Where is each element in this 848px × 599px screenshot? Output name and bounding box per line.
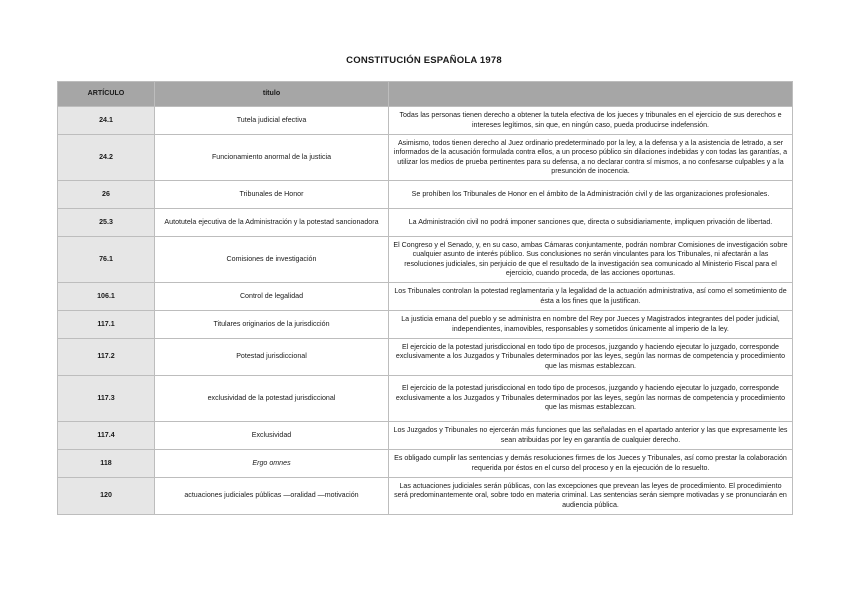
article-number: 117.4 bbox=[58, 422, 155, 450]
article-number: 25.3 bbox=[58, 209, 155, 237]
article-title: Funcionamiento anormal de la justicia bbox=[155, 135, 389, 181]
article-title: Exclusividad bbox=[155, 422, 389, 450]
article-text: La justicia emana del pueblo y se administra en nombre del Rey por Jueces y Magistrados integrantes del poder judicial, independientes, inamovibles, responsables y sometidos únicamente al imperio de la ley. bbox=[389, 311, 793, 339]
article-title: exclusividad de la potestad jurisdiccional bbox=[155, 376, 389, 422]
article-text: Es obligado cumplir las sentencias y demás resoluciones firmes de los Jueces y Tribunales, así como prestar la colaboración requerida por éstos en el curso del proceso y en la ejecución de lo resuelto. bbox=[389, 450, 793, 478]
article-text: Se prohíben los Tribunales de Honor en el ámbito de la Administración civil y de las organizaciones profesionales. bbox=[389, 181, 793, 209]
article-text: El Congreso y el Senado, y, en su caso, ambas Cámaras conjuntamente, podrán nombrar Comisiones de investigación sobre cualquier asunto de interés público. Sus conclusiones no serán vinculantes para los Tribunales, ni afectarán a las resoluciones judiciales, sin perjuicio de que el resultado de la investigación sea comunicado al Ministerio Fiscal para el ejercicio, cuando proceda, de las acciones oportunas. bbox=[389, 237, 793, 283]
article-text: Todas las personas tienen derecho a obtener la tutela efectiva de los jueces y tribunales en el ejercicio de sus derechos e intereses legítimos, sin que, en ningún caso, pueda producirse indefensión. bbox=[389, 107, 793, 135]
header-titulo: título bbox=[155, 82, 389, 107]
table-row bbox=[58, 283, 793, 311]
article-number: 24.1 bbox=[58, 107, 155, 135]
article-text: El ejercicio de la potestad jurisdiccional en todo tipo de procesos, juzgando y haciendo ejecutar lo juzgado, corresponde exclusivamente a los Juzgados y Tribunales determinados por las leyes, según las normas de competencia y procedimiento que las mismas establezcan. bbox=[389, 376, 793, 422]
table-row bbox=[58, 376, 793, 422]
article-number: 24.2 bbox=[58, 135, 155, 181]
table-header-row bbox=[58, 82, 793, 107]
page-title: CONSTITUCIÓN ESPAÑOLA 1978 bbox=[346, 55, 502, 66]
article-text: Los Juzgados y Tribunales no ejercerán más funciones que las señaladas en el apartado anterior y las que expresamente les sean atribuidas por ley en garantía de cualquier derecho. bbox=[389, 422, 793, 450]
article-text: Los Tribunales controlan la potestad reglamentaria y la legalidad de la actuación administrativa, así como el sometimiento de ésta a los fines que la justifican. bbox=[389, 283, 793, 311]
article-text: El ejercicio de la potestad jurisdiccional en todo tipo de procesos, juzgando y haciendo ejecutar lo juzgado, corresponde exclusivamente a los Juzgados y Tribunales determinados por las leyes, según las normas de competencia y procedimiento que las mismas establezcan. bbox=[389, 339, 793, 376]
header-articulo: ARTÍCULO bbox=[58, 82, 155, 107]
article-number: 117.3 bbox=[58, 376, 155, 422]
table-row bbox=[58, 478, 793, 515]
article-title: Comisiones de investigación bbox=[155, 237, 389, 283]
table-row bbox=[58, 181, 793, 209]
article-title: Tribunales de Honor bbox=[155, 181, 389, 209]
article-number: 26 bbox=[58, 181, 155, 209]
table-row bbox=[58, 450, 793, 478]
table-row bbox=[58, 237, 793, 283]
table-row bbox=[58, 107, 793, 135]
table-row bbox=[58, 209, 793, 237]
article-number: 118 bbox=[58, 450, 155, 478]
article-title: Potestad jurisdiccional bbox=[155, 339, 389, 376]
table-row bbox=[58, 311, 793, 339]
article-text: La Administración civil no podrá imponer sanciones que, directa o subsidiariamente, impliquen privación de libertad. bbox=[389, 209, 793, 237]
article-text: Las actuaciones judiciales serán públicas, con las excepciones que prevean las leyes de procedimiento. El procedimiento será predominantemente oral, sobre todo en materia criminal. Las sentencias serán siempre motivadas y se pronunciarán en audiencia pública. bbox=[389, 478, 793, 515]
table-row bbox=[58, 135, 793, 181]
article-title: Titulares originarios de la jurisdicción bbox=[155, 311, 389, 339]
article-title: Tutela judicial efectiva bbox=[155, 107, 389, 135]
table-row bbox=[58, 422, 793, 450]
article-title: Autotutela ejecutiva de la Administración y la potestad sancionadora bbox=[155, 209, 389, 237]
article-number: 76.1 bbox=[58, 237, 155, 283]
article-number: 106.1 bbox=[58, 283, 155, 311]
table-row bbox=[58, 339, 793, 376]
article-number: 117.1 bbox=[58, 311, 155, 339]
header-texto bbox=[389, 82, 793, 107]
article-title: actuaciones judiciales públicas —oralidad —motivación bbox=[155, 478, 389, 515]
article-number: 117.2 bbox=[58, 339, 155, 376]
article-title: Control de legalidad bbox=[155, 283, 389, 311]
article-text: Asimismo, todos tienen derecho al Juez ordinario predeterminado por la ley, a la defensa y a la asistencia de letrado, a ser informados de la acusación formulada contra ellos, a un proceso público sin dilaciones indebidas y con todas las garantías, a utilizar los medios de prueba pertinentes para su defensa, a no declarar contra sí mismos, a no confesarse culpables y a la presunción de inocencia. bbox=[389, 135, 793, 181]
article-title: Ergo omnes bbox=[155, 450, 389, 478]
article-number: 120 bbox=[58, 478, 155, 515]
constitution-table bbox=[57, 81, 793, 515]
